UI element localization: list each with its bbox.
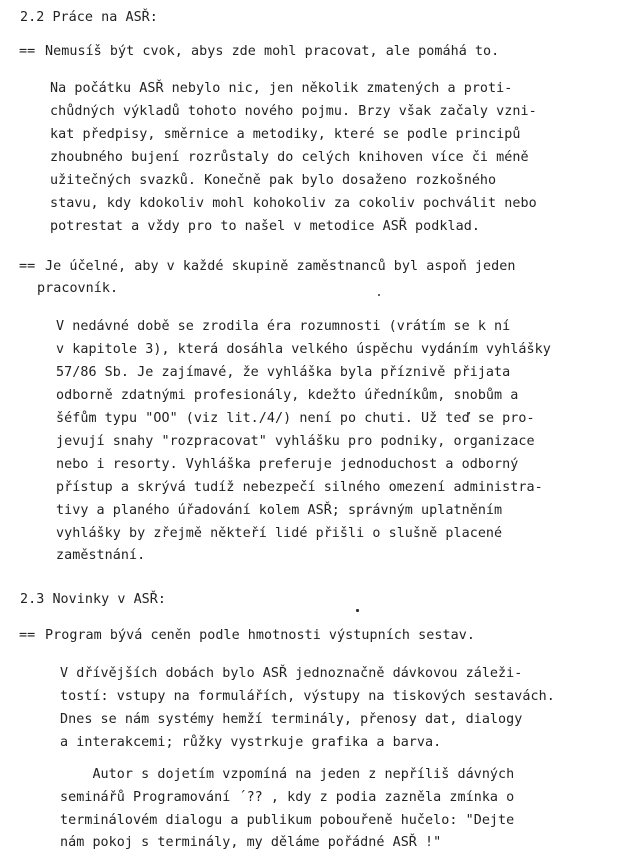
body-line: tivy a planého úřadování kolem ASŘ; správným uplatněním [56, 503, 503, 518]
ink-speck [378, 294, 380, 296]
ink-speck [356, 609, 359, 612]
section-heading: 2.3 Novinky v ASŘ: [20, 592, 167, 607]
body-line: Autor s dojetím vzpomíná na jeden z nepříliš dávných [60, 767, 515, 782]
rule-title: Je účelné, aby v každé skupině zaměstnanců byl aspoň jeden [45, 259, 516, 274]
body-line: 57/86 Sb. Je zajímavé, že vyhláška byla příznivě přijata [56, 365, 511, 380]
body-line: Dnes se nám systémy hemží terminály, přenosy dat, dialogy [60, 712, 523, 727]
body-line: V dřívějších dobách bylo ASŘ jednoznačně dávkovou záleži- [60, 666, 523, 681]
body-line: zaměstnání. [56, 548, 146, 563]
rule-bullet: == [19, 259, 36, 274]
rule-title: Nemusíš být cvok, abys zde mohl pracovat, ale pomáhá to. [45, 44, 500, 59]
body-line: Na počátku ASŘ nebylo nic, jen několik zmatených a proti- [50, 81, 513, 96]
body-line: nám pokoj s terminály, my děláme pořádné ASŘ !" [60, 835, 442, 850]
body-line: nebo i resorty. Vyhláška preferuje jednoduchost a odborný [56, 457, 519, 472]
body-line: přístup a skrývá tudíž nebezpečí silného omezení administra- [56, 480, 543, 495]
body-line: zhoubného bujení rozrůstaly do celých knihoven více či méně [50, 150, 529, 165]
body-line: odborně zdatnými profesionály, kdežto úředníkům, snobům a [56, 388, 519, 403]
rule-title: Program bývá ceněn podle hmotnosti výstupních sestav. [45, 628, 475, 643]
body-line: v kapitole 3), která dosáhla velkého úspěchu vydáním vyhlášky [56, 342, 551, 357]
body-line: V nedávné době se zrodila éra rozumnosti (vrátím se k ní [56, 319, 511, 334]
body-line: jevují snahy "rozpracovat" vyhlášku pro podniky, organizace [56, 434, 535, 449]
body-line: terminálovém dialogu a publikum pobouřeně hučelo: "Dejte [60, 813, 515, 828]
rule-bullet: == [19, 628, 36, 643]
body-line: seminářů Programování ´?? , kdy z podia zazněla zmínka o [60, 790, 515, 805]
body-line: kat předpisy, směrnice a metodiky, které se podle principů [50, 127, 521, 142]
section-heading: 2.2 Práce na ASŘ: [20, 10, 158, 25]
body-line: potrestat a vždy pro to našel v metodice ASŘ podklad. [50, 219, 480, 234]
body-line: stavu, kdy kdokoliv mohl kohokoliv za cokoliv pochválit nebo [50, 196, 537, 211]
body-line: užitečných svazků. Konečně pak bylo dosaženo rozkošného [50, 173, 497, 188]
rule-title: pracovník. [37, 281, 119, 296]
body-line: a interakcemi; růžky vystrkuje grafika a barva. [60, 735, 442, 750]
body-line: chůdných výkladů tohoto nového pojmu. Brzy však začaly vzni- [50, 104, 537, 119]
body-line: vyhlášky by zřejmě někteří lidé přišli o slušně placené [56, 526, 503, 541]
body-line: tostí: vstupy na formulářích, výstupy na tiskových sestavách. [60, 689, 555, 704]
rule-bullet: == [19, 44, 36, 59]
body-line: šéfům typu "OO" (viz lit./4/) není po chuti. Už teď se pro- [56, 411, 535, 426]
